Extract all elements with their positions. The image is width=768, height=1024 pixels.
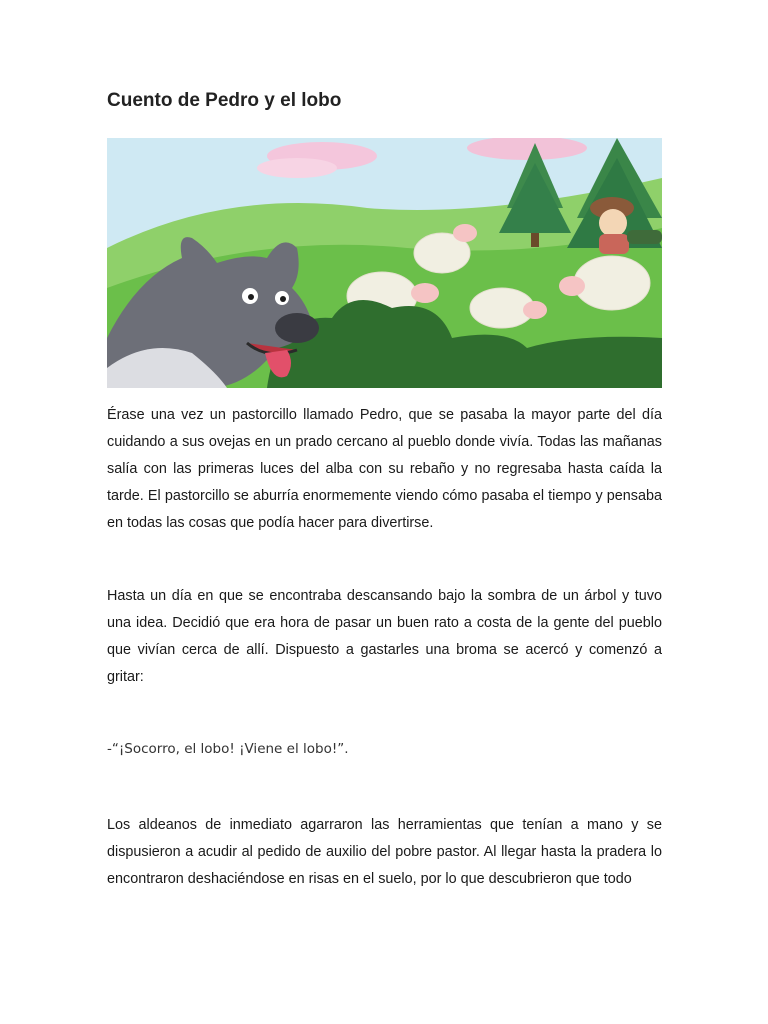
paragraph-2: Hasta un día en que se encontraba descansando bajo la sombra de un árbol y tuvo una idea. Decidió que era hora de pasar un buen rato a costa de la gente del pueblo que vivían cerca de allí. Dispuesto a gastarles una broma se acercó y comenzó a gritar:: [107, 588, 662, 685]
paragraph-1: Érase una vez un pastorcillo llamado Pedro, que se pasaba la mayor parte del día cuidando a sus ovejas en un prado cercano al pueblo donde vivía. Todas las mañanas salía con las primeras luces del alba con su rebaño y no regresaba hasta caída la tarde. El pastorcillo se aburría enormemente viendo cómo pasaba el tiempo y pensaba en todas las cosas que podía hacer para divertirse.: [107, 407, 662, 531]
page-title: Cuento de Pedro y el lobo: [107, 90, 342, 111]
wolf-sheep-illustration: [107, 138, 662, 388]
story-illustration: [107, 138, 662, 388]
quote-line: -“¡Socorro, el lobo! ¡Viene el lobo!”.: [107, 741, 349, 757]
paragraph-3: Los aldeanos de inmediato agarraron las herramientas que tenían a mano y se dispusieron a acudir al pedido de auxilio del pobre pastor. Al llegar hasta la pradera lo encontraron deshaciéndose en risas en el suelo, por lo que descubrieron que todo: [107, 817, 662, 887]
